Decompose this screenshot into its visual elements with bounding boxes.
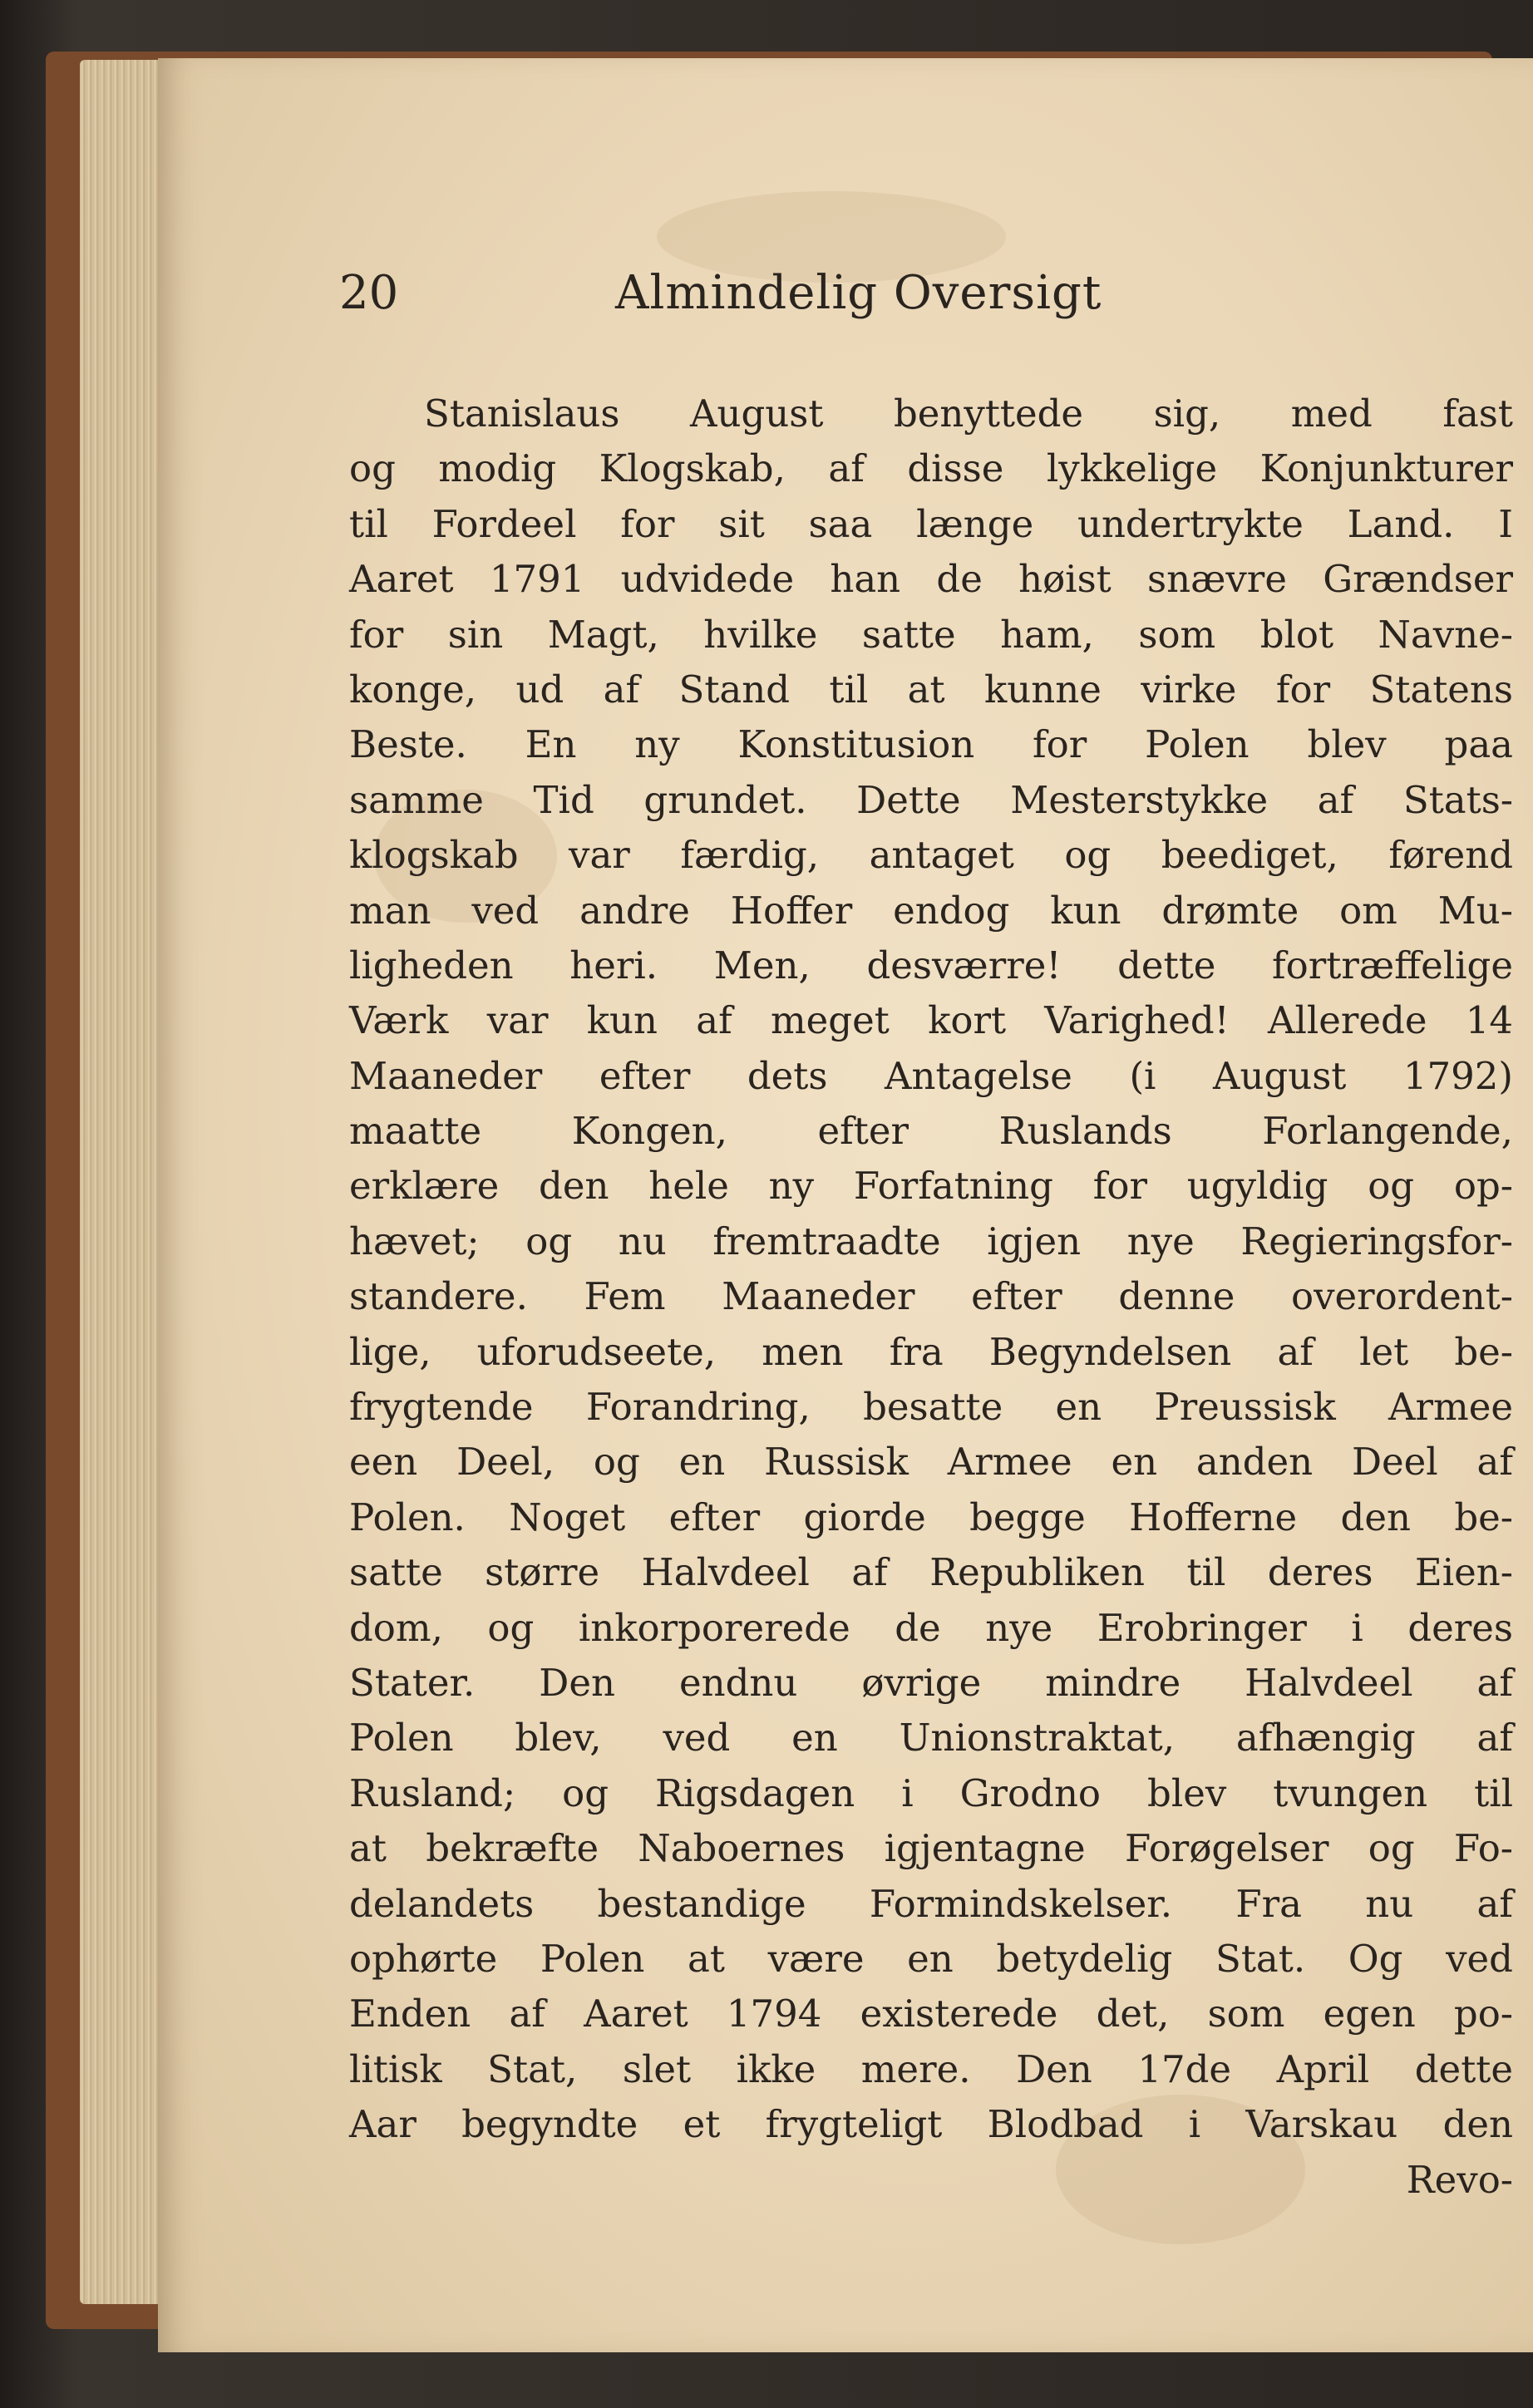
text-line: klogskab var færdig, antaget og beediget, førend [349, 833, 1513, 878]
text-line: delandets bestandige Formindskelser. Fra nu af [349, 1881, 1513, 1926]
text-line: Aaret 1791 udvidede han de høist snævre Grændser [349, 557, 1513, 602]
text-line: Polen blev, ved en Unionstraktat, afhængig af [349, 1716, 1513, 1760]
text-line: litisk Stat, slet ikke mere. Den 17de April dette [349, 2046, 1513, 2091]
body-text [349, 387, 1513, 2208]
text-line: Maaneder efter dets Antagelse (i August 1792) [349, 1053, 1513, 1098]
text-line: standere. Fem Maaneder efter denne overordent- [349, 1274, 1513, 1319]
text-line: hævet; og nu fremtraadte igjen nye Regieringsfor- [349, 1219, 1513, 1263]
text-line: at bekræfte Naboernes igjentagne Forøgelser og Fo- [349, 1826, 1513, 1871]
text-line: man ved andre Hoffer endog kun drømte om Mu- [349, 888, 1513, 933]
text-line: ligheden heri. Men, desværre! dette fortræffelige [349, 943, 1513, 987]
running-head [158, 266, 1533, 332]
text-line: erklære den hele ny Forfatning for ugyldig og op- [349, 1164, 1513, 1209]
running-title: Almindelig Oversigt [615, 266, 1102, 320]
text-line: til Fordeel for sit saa længe undertrykte Land. I [349, 501, 1513, 546]
text-line: Polen. Noget efter giorde begge Hofferne den be- [349, 1495, 1513, 1539]
text-line: konge, ud af Stand til at kunne virke for Statens [349, 667, 1513, 712]
text-line: dom, og inkorporerede de nye Erobringer i deres [349, 1605, 1513, 1650]
text-line: Beste. En ny Konstitusion for Polen blev paa [349, 722, 1513, 767]
text-line: samme Tid grundet. Dette Mesterstykke af Stats- [349, 777, 1513, 822]
text-line: Stater. Den endnu øvrige mindre Halvdeel af [349, 1660, 1513, 1705]
text-line: Aar begyndte et frygteligt Blodbad i Varskau den [349, 2102, 1513, 2147]
page-number: 20 [339, 266, 399, 320]
text-line: satte større Halvdeel af Republiken til deres Eien- [349, 1550, 1513, 1595]
text-line: ophørte Polen at være en betydelig Stat. Og ved [349, 1936, 1513, 1981]
text-line: Stanislaus August benyttede sig, med fast [424, 391, 1513, 436]
text-line: og modig Klogskab, af disse lykkelige Konjunkturer [349, 446, 1513, 491]
text-line: Rusland; og Rigsdagen i Grodno blev tvungen til [349, 1770, 1513, 1815]
text-line: lige, uforudseete, men fra Begyndelsen af let be- [349, 1329, 1513, 1374]
text-line: Værk var kun af meget kort Varighed! Allerede 14 [349, 998, 1513, 1043]
text-line: Enden af Aaret 1794 existerede det, som egen po- [349, 1992, 1513, 2036]
text-line: maatte Kongen, efter Ruslands Forlangende, [349, 1109, 1513, 1154]
text-line: frygtende Forandring, besatte en Preussisk Armee [349, 1385, 1513, 1430]
text-line: for sin Magt, hvilke satte ham, som blot Navne- [349, 612, 1513, 657]
text-line: een Deel, og en Russisk Armee en anden Deel af [349, 1440, 1513, 1485]
catchword: Revo- [1406, 2157, 1513, 2202]
book-page [158, 58, 1533, 2352]
